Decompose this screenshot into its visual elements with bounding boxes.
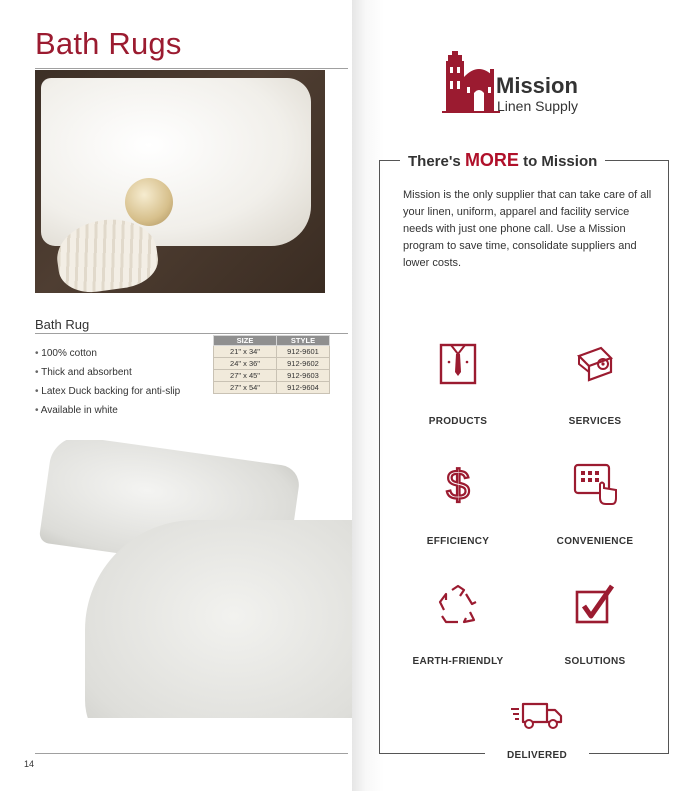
rug-closeup-photo — [35, 440, 352, 718]
size-cell: 27" x 54" — [214, 382, 277, 394]
table-row — [214, 382, 330, 394]
table-row — [214, 346, 330, 358]
checkbox-icon — [574, 584, 616, 626]
headline-text: There's — [408, 153, 465, 170]
list-item: • Latex Duck backing for anti-slip — [35, 382, 180, 401]
bath-rug-photo — [35, 70, 325, 293]
list-item: • 100% cotton — [35, 344, 180, 363]
recycle-icon — [436, 584, 480, 626]
svg-text:$: $ — [446, 462, 470, 506]
footer-divider — [35, 753, 348, 754]
sponge-ball-image — [125, 178, 173, 226]
towel-dispenser-icon — [573, 342, 617, 386]
list-item: • Available in white — [35, 401, 180, 420]
size-cell: 21" x 34" — [214, 346, 277, 358]
feature-label: DELIVERED — [507, 750, 567, 761]
size-cell: 24" x 36" — [214, 358, 277, 370]
delivery-truck-icon — [509, 700, 565, 730]
feature-services — [553, 342, 637, 427]
feature-label: EARTH-FRIENDLY — [412, 656, 504, 667]
brand-name: Mission — [496, 73, 578, 98]
feature-label: CONVENIENCE — [556, 536, 634, 547]
product-divider — [35, 333, 348, 334]
list-item: • Thick and absorbent — [35, 363, 180, 382]
style-cell: 912-9603 — [277, 370, 330, 382]
headline-highlight: MORE — [464, 150, 519, 170]
feature-solutions — [553, 584, 637, 667]
intro-paragraph: Mission is the only supplier that can take care of all your linen, uniform, apparel and facility service needs with just one phone call. Use a Mission program to save time, consolidate suppliers and lower costs. — [403, 189, 652, 269]
feature-delivered — [494, 700, 580, 761]
table-row — [214, 358, 330, 370]
style-cell: 912-9601 — [277, 346, 330, 358]
feature-efficiency — [416, 462, 500, 547]
dollar-sign-icon — [441, 462, 475, 506]
feature-earth-friendly — [402, 584, 514, 667]
table-header-row — [214, 336, 330, 346]
feature-products — [416, 342, 500, 427]
column-header-size: SIZE — [214, 336, 277, 346]
shirt-tie-icon — [438, 342, 478, 386]
feature-label: EFFICIENCY — [426, 536, 490, 547]
feature-list — [35, 344, 180, 420]
table-row — [214, 370, 330, 382]
size-cell: 27" x 45" — [214, 370, 277, 382]
style-cell: 912-9604 — [277, 382, 330, 394]
product-heading: Bath Rug — [35, 317, 90, 332]
feature-label: SOLUTIONS — [564, 656, 626, 667]
size-style-table — [213, 335, 330, 394]
column-header-style: STYLE — [277, 336, 330, 346]
style-cell: 912-9602 — [277, 358, 330, 370]
headline — [400, 150, 605, 171]
headline-text: to Mission — [518, 153, 598, 170]
brand-subtitle: Linen Supply — [497, 98, 578, 114]
feature-label: SERVICES — [568, 416, 622, 427]
large-rug-image — [85, 520, 352, 718]
page-number: 14 — [24, 759, 35, 769]
rug-image — [41, 78, 311, 246]
page-title: Bath Rugs — [35, 26, 182, 61]
title-divider — [35, 68, 348, 69]
touchscreen-icon — [572, 462, 618, 506]
feature-convenience — [541, 462, 649, 547]
feature-label: PRODUCTS — [428, 416, 488, 427]
